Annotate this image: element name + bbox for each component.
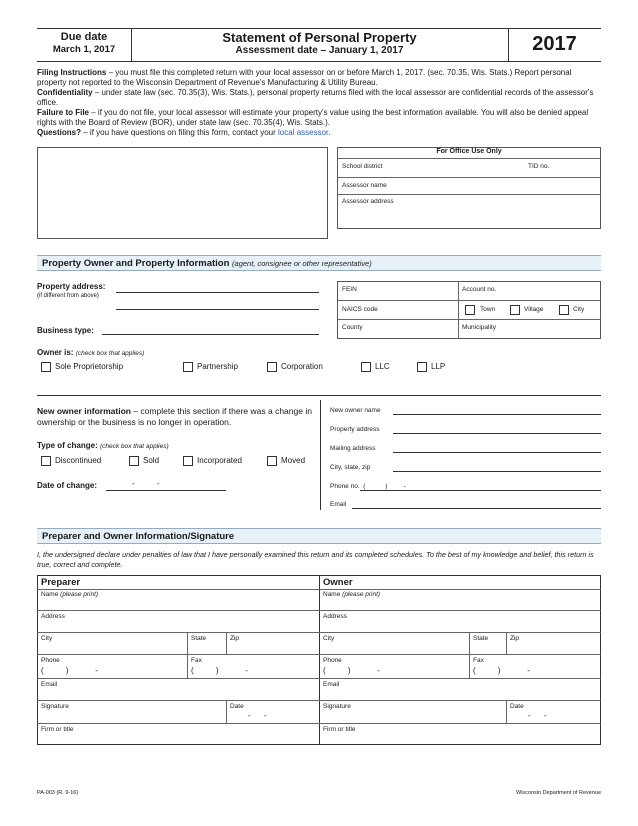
new-owner-mailing-address-label: Mailing address (330, 445, 376, 452)
moved-checkbox[interactable] (267, 456, 277, 466)
owner-section-title: Property Owner and Property Information (42, 258, 230, 269)
sig-row-5 (37, 678, 601, 679)
due-date-value: March 1, 2017 (52, 44, 116, 55)
office-line-2 (337, 177, 601, 178)
new-owner-mailing-address-line[interactable] (393, 452, 601, 453)
incorporated-checkbox[interactable] (183, 456, 193, 466)
property-address-line2[interactable] (116, 309, 319, 310)
county-label: County (342, 324, 363, 331)
village-checkbox[interactable] (510, 305, 520, 315)
preparer-please-print: (please print) (60, 591, 99, 598)
questions-label: Questions? (37, 128, 82, 137)
owner-is-note: (check box that applies) (75, 350, 145, 357)
tid-label: TID no. (528, 163, 550, 170)
preparer-city-label[interactable]: City (41, 635, 53, 642)
owner-name-text: Name (323, 591, 341, 598)
failure-label: Failure to File (37, 108, 90, 117)
owner-address-label[interactable]: Address (323, 613, 347, 620)
preparer-name-label[interactable] (41, 591, 98, 598)
name-address-box[interactable] (37, 147, 328, 239)
owner-email-label[interactable]: Email (323, 681, 340, 688)
sold-checkbox[interactable] (129, 456, 139, 466)
prep-sig-div (226, 700, 227, 723)
questions-end: . (328, 128, 331, 137)
owner-fax-format[interactable]: ( ) - (473, 666, 530, 675)
owner-section-header (37, 255, 601, 271)
confidentiality (37, 88, 602, 107)
llp-checkbox[interactable] (417, 362, 427, 372)
own-sig-div (506, 700, 507, 723)
divider-new-owner (37, 395, 601, 396)
own-state-div (506, 632, 507, 654)
property-address-line1[interactable] (116, 292, 319, 293)
new-owner-title: New owner information (37, 406, 131, 416)
preparer-zip-label[interactable]: Zip (230, 635, 240, 642)
moved-label: Moved (281, 456, 306, 465)
confidentiality-text: – under state law (sec. 70.35(3), Wis. Stats.), personal property returns filed with the local assessor are confidential records of the assessor's office. (37, 88, 594, 107)
new-owner-city-state-zip-label: City, state, zip (330, 464, 371, 471)
new-owner-name-label: New owner name (330, 407, 381, 414)
own-city-div (469, 632, 470, 654)
new-owner-text (37, 406, 312, 428)
owner-city-label[interactable]: City (323, 635, 335, 642)
preparer-date-format[interactable]: - - (248, 711, 267, 720)
new-owner-city-state-zip-line[interactable] (393, 471, 601, 472)
form-number: PA-003 (R. 9-16) (37, 790, 79, 796)
new-owner-phone-line[interactable] (360, 490, 601, 491)
assessor-name-label: Assessor name (342, 182, 387, 189)
llp-label: LLP (431, 362, 446, 371)
questions-text: – if you have questions on filing this form, contact your (81, 128, 279, 137)
sole-proprietorship-label: Sole Proprietorship (55, 362, 124, 371)
type-of-change-row (37, 441, 169, 450)
preparer-address-label[interactable]: Address (41, 613, 65, 620)
sig-row-7 (37, 723, 601, 724)
preparer-fax-label: Fax (191, 657, 202, 664)
questions (37, 128, 602, 138)
preparer-firm-label[interactable]: Firm or title (41, 726, 74, 733)
signature-section-header (37, 528, 601, 544)
owner-is-label: Owner is: (37, 348, 74, 357)
owner-zip-label[interactable]: Zip (510, 635, 520, 642)
due-date-label: Due date (60, 31, 108, 43)
village-label: Village (524, 306, 544, 313)
llc-label: LLC (375, 362, 390, 371)
type-of-change-label: Type of change: (37, 441, 98, 450)
discontinued-checkbox[interactable] (41, 456, 51, 466)
owner-state-label[interactable]: State (473, 635, 489, 642)
grid-line-a (337, 300, 601, 301)
sold-label: Sold (143, 456, 160, 465)
sig-row-3 (37, 632, 601, 633)
owner-is-row (37, 348, 144, 357)
new-owner-email-line[interactable] (352, 508, 601, 509)
preparer-heading: Preparer (41, 577, 81, 588)
sig-row-2 (37, 610, 601, 611)
owner-date-format[interactable]: - - (528, 711, 547, 720)
grid-line-c (458, 281, 459, 339)
failure-text: – if you do not file, your local assessor will estimate your property's value using the best information available. You will also be denied appeal rights with the Board of Review (BOR), under state law (sec. 70.35(4), Wis. Stats.). (37, 108, 589, 127)
school-district-label: School district (342, 163, 383, 170)
prep-city-div (187, 632, 188, 654)
declaration-text: I, the undersigned declare under penalties of law that I have personally examined this return and its completed schedules. To the best of my knowledge and belief, this return is true, correct and complete. (37, 550, 594, 569)
failure-to-file (37, 108, 602, 127)
confidentiality-label: Confidentiality (37, 88, 93, 97)
discontinued-label: Discontinued (55, 456, 102, 465)
owner-firm-label[interactable]: Firm or title (323, 726, 356, 733)
own-phone-div (469, 654, 470, 678)
municipality-label: Municipality (462, 324, 496, 331)
preparer-date-label: Date (230, 703, 244, 710)
new-owner-property-address-label: Property address (330, 426, 380, 433)
business-type-line[interactable] (102, 334, 319, 335)
filing-instructions (37, 68, 602, 87)
owner-signature-label[interactable]: Signature (323, 703, 351, 710)
owner-please-print: (please print) (342, 591, 381, 598)
sole-proprietorship-checkbox[interactable] (41, 362, 51, 372)
owner-section-subtitle: (agent, consignee or other representative) (232, 259, 372, 268)
naics-code-link[interactable]: NAICS code (342, 306, 378, 313)
signature-section-title: Preparer and Owner Information/Signature (42, 531, 235, 542)
fein-label: FEIN (342, 286, 357, 293)
filing-label: Filing Instructions (37, 68, 107, 77)
owner-name-label[interactable] (323, 591, 380, 598)
type-of-change-note: (check box that applies) (99, 443, 169, 450)
office-line-3 (337, 194, 601, 195)
form-subtitle: Assessment date – January 1, 2017 (235, 45, 404, 56)
new-owner-desc: – complete this section if there was a change in ownership or the business is no longer in operation. (37, 406, 312, 427)
property-address-label: Property address: (37, 282, 106, 291)
office-line-1 (337, 158, 601, 159)
partnership-checkbox[interactable] (183, 362, 193, 372)
prep-phone-div (187, 654, 188, 678)
preparer-fax-format[interactable]: ( ) - (191, 666, 248, 675)
assessor-address-label: Assessor address (342, 198, 394, 205)
owner-heading: Owner (323, 577, 353, 588)
owner-phone-format[interactable]: ( ) - (323, 666, 380, 675)
date-of-change-line[interactable] (106, 490, 226, 491)
grid-line-b (337, 319, 601, 320)
form-title: Statement of Personal Property (222, 30, 417, 45)
new-owner-phone-label: Phone no. ( ) - (330, 483, 406, 490)
business-type-label: Business type: (37, 326, 94, 335)
if-different-note: (if different from above) (37, 293, 99, 299)
owner-fax-label: Fax (473, 657, 484, 664)
date-of-change-label: Date of change: (37, 481, 98, 490)
corporation-label: Corporation (281, 362, 323, 371)
department-name: Wisconsin Department of Revenue (516, 790, 601, 796)
new-owner-divider (320, 400, 321, 510)
corporation-checkbox[interactable] (267, 362, 277, 372)
new-owner-email-label: Email (330, 501, 347, 508)
preparer-email-label[interactable]: Email (41, 681, 58, 688)
new-owner-property-address-line[interactable] (393, 433, 601, 434)
new-owner-name-line[interactable] (393, 414, 601, 415)
owner-phone-label: Phone (323, 657, 342, 664)
incorporated-label: Incorporated (197, 456, 242, 465)
preparer-name-text: Name (41, 591, 59, 598)
office-use-title: For Office Use Only (436, 148, 502, 155)
preparer-state-label[interactable]: State (191, 635, 207, 642)
partnership-label: Partnership (197, 362, 238, 371)
account-no-label: Account no. (462, 286, 497, 293)
date-of-change-format: - - (132, 479, 160, 488)
sig-row-1 (37, 589, 601, 590)
preparer-signature-label[interactable]: Signature (41, 703, 69, 710)
llc-checkbox[interactable] (361, 362, 371, 372)
preparer-phone-label: Phone (41, 657, 60, 664)
preparer-phone-format[interactable]: ( ) - (41, 666, 98, 675)
town-checkbox[interactable] (465, 305, 475, 315)
sig-row-6 (37, 700, 601, 701)
city-checkbox[interactable] (559, 305, 569, 315)
owner-date-label: Date (510, 703, 524, 710)
prep-state-div (226, 632, 227, 654)
local-assessor-link[interactable]: local assessor (278, 128, 329, 137)
city-label: City (573, 306, 585, 313)
sig-row-4 (37, 654, 601, 655)
filing-text: – you must file this completed return with your local assessor on or before March 1, 2017. (sec. 70.35, Wis. Stats.) Report personal property not reported to the Wisconsin Department of Revenue's Manufacturing & Utility Bureau. (37, 68, 572, 87)
signature-grid-center (319, 575, 320, 745)
form-year: 2017 (532, 33, 577, 55)
town-label: Town (480, 306, 496, 313)
